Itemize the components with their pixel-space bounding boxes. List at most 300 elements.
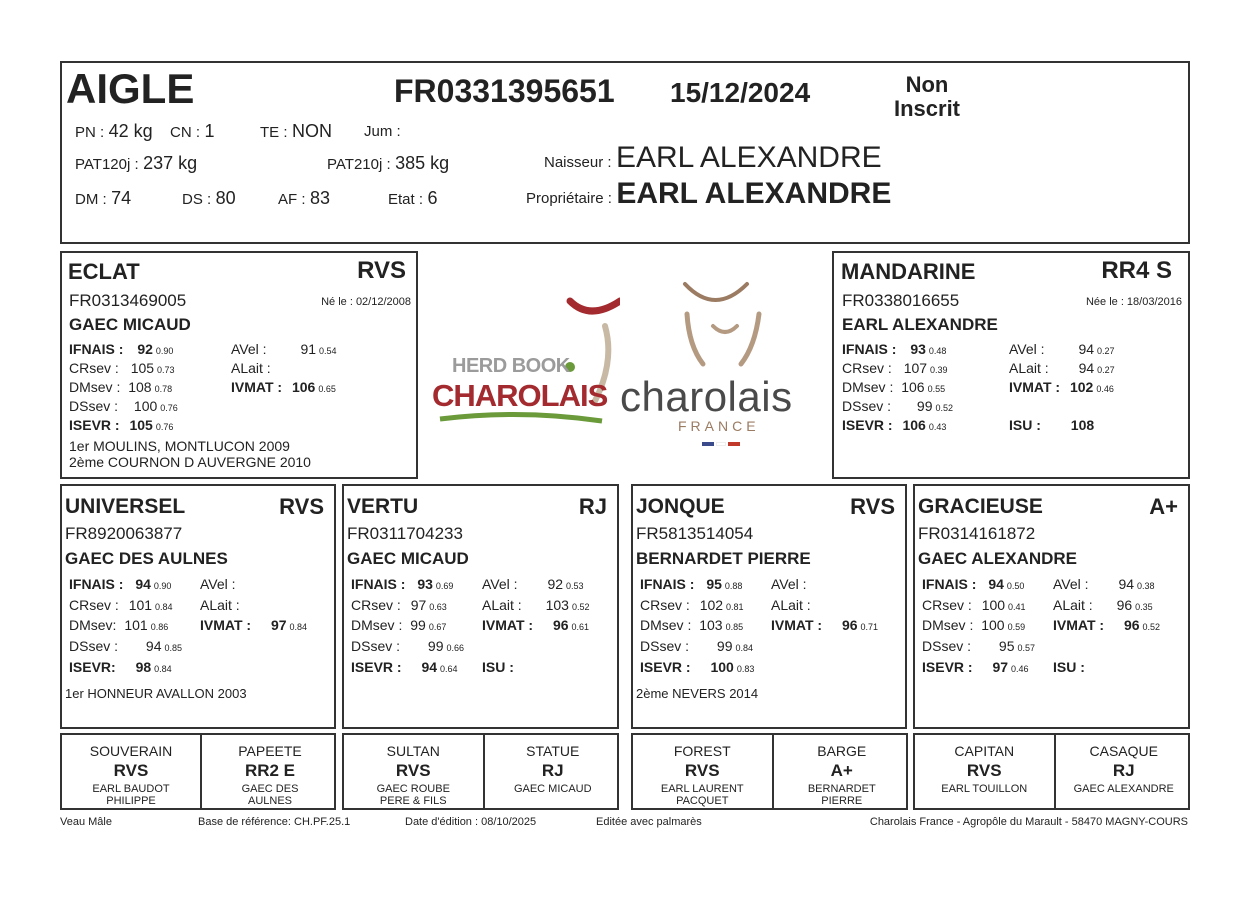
dmsev-value: 103: [699, 617, 723, 633]
dam-avel: [1009, 341, 1115, 357]
alait-value: 94: [1078, 360, 1095, 376]
isevr-label: ISEVR :: [69, 417, 120, 433]
crsev-label: CRsev :: [351, 597, 401, 613]
grandparent-palmares: 2ème NEVERS 2014: [636, 686, 759, 701]
indicator-avel: [771, 576, 807, 592]
great-grandparent-code: RJ: [1112, 761, 1135, 780]
sire-name: ECLAT: [68, 259, 140, 284]
indicator-crsev: [640, 597, 744, 613]
isevr-label: ISEVR :: [351, 659, 402, 675]
crsev-value: 100: [981, 597, 1006, 613]
ifnais-label: IFNAIS :: [640, 576, 695, 592]
dam-id: FR0338016655: [842, 291, 960, 310]
af-field: [278, 188, 330, 209]
sire-avel: [231, 341, 337, 357]
great-grandparent-code: RJ: [541, 761, 564, 780]
dam-name: MANDARINE: [841, 259, 976, 284]
dam-dssev: [842, 398, 953, 414]
great-grandparent-code: RVS: [966, 761, 1002, 780]
indicator-avel: [1053, 576, 1155, 592]
crsev-label: CRsev :: [640, 597, 690, 613]
dam-ifnais: [842, 341, 946, 357]
great-grandparent-owner: GAEC ALEXANDRE: [1073, 783, 1174, 795]
indicator-isu: [482, 659, 514, 675]
ifnais-label: IFNAIS :: [922, 576, 977, 592]
grandparent-card: [913, 484, 1190, 729]
isevr-value: 94: [421, 659, 438, 675]
crsev-label: CRsev :: [69, 360, 119, 376]
isevr-value: 100: [710, 659, 734, 675]
dssev-value: 99: [916, 398, 933, 414]
grandparent-id: FR5813514054: [636, 524, 754, 543]
isevr-cd: 0.83: [736, 664, 755, 674]
sire-owner: GAEC MICAUD: [69, 315, 191, 334]
crsev-cd: 0.81: [726, 602, 744, 612]
dmsev-value: 100: [981, 617, 1005, 633]
ivmat-cd: 0.65: [318, 384, 336, 394]
avel-value: 94: [1118, 576, 1135, 592]
avel-cd: 0.27: [1097, 346, 1115, 356]
crsev-label: CRsev :: [842, 360, 892, 376]
indicator-isevr: [69, 659, 172, 675]
ifnais-value: 95: [706, 576, 722, 592]
dmsev-value: 99: [410, 617, 426, 633]
naisseur-label: Naisseur :: [544, 154, 612, 171]
ivmat-cd: 0.61: [571, 622, 590, 632]
sire-crsev: [69, 360, 175, 376]
dmsev-label: DMsev :: [842, 379, 894, 395]
isevr-cd: 0.43: [928, 422, 947, 432]
indicator-dssev: [69, 638, 182, 654]
pat210-field: [327, 153, 449, 174]
isevr-cd: 0.46: [1011, 664, 1029, 674]
sire-card: [60, 251, 418, 479]
indicator-isevr: [640, 659, 754, 675]
great-grandparent-pair: [631, 733, 908, 810]
isevr-value: 105: [129, 417, 153, 433]
crsev-label: CRsev :: [69, 597, 119, 613]
dmsev-cd: 0.55: [927, 384, 946, 394]
dmsev-label: DMsev :: [351, 617, 403, 633]
isevr-value: 98: [135, 659, 152, 675]
dssev-cd: 0.52: [935, 403, 954, 413]
ivmat-value: 97: [270, 617, 287, 633]
status-line1: Non: [905, 72, 949, 97]
isevr-label: ISEVR :: [922, 659, 973, 675]
etat-field: [388, 188, 438, 209]
indicator-ifnais: [69, 576, 171, 592]
sire-ivmat: [231, 379, 336, 395]
dmsev-value: 108: [128, 379, 152, 395]
isevr-value: 97: [992, 659, 1009, 675]
alait-cd: 0.27: [1097, 365, 1115, 375]
great-grandparent-code: RVS: [113, 761, 149, 780]
flag-red: [728, 442, 740, 446]
status-badge: [877, 73, 977, 121]
indicator-isevr: [351, 659, 458, 675]
avel-label: AVel :: [771, 576, 807, 592]
great-grandparent-owner: EARL TOUILLON: [941, 783, 1028, 795]
footer-org: Charolais France - Agropôle du Marault - 58470 MAGNY-COURS: [869, 816, 1188, 828]
etat-label: Etat :: [388, 191, 424, 208]
cn-label: CN :: [170, 124, 200, 141]
ifnais-value: 92: [137, 341, 153, 357]
isevr-label: ISEVR:: [69, 659, 116, 675]
cn-field: [170, 121, 214, 142]
great-grandparent-name: FOREST: [673, 743, 731, 759]
dssev-value: 100: [133, 398, 158, 414]
dssev-label: DSsev :: [640, 638, 690, 654]
dm-value: 74: [111, 188, 132, 208]
grandparent-card: [342, 484, 619, 729]
alait-label: ALait :: [1009, 360, 1049, 376]
dssev-label: DSsev :: [69, 638, 119, 654]
ivmat-label: IVMAT :: [1009, 379, 1061, 395]
dam-isevr: [842, 417, 946, 433]
alait-label: ALait :: [771, 597, 811, 613]
indicator-dmsev: [640, 617, 743, 633]
alait-cd: 0.52: [571, 602, 590, 612]
af-value: 83: [309, 188, 330, 208]
great-grandparent-code: RR2 E: [244, 761, 296, 780]
ifnais-cd: 0.90: [153, 581, 172, 591]
crsev-cd: 0.63: [429, 602, 447, 612]
ivmat-label: IVMAT :: [482, 617, 534, 633]
alait-label: ALait :: [1053, 597, 1093, 613]
alait-label: ALait :: [482, 597, 522, 613]
great-grandparent-owner: GAEC MICAUD: [513, 783, 592, 795]
ifnais-value: 93: [910, 341, 926, 357]
great-grandparent-pair: [60, 733, 336, 810]
great-grandparent: [1054, 735, 1193, 808]
indicator-ivmat: [200, 617, 307, 633]
avel-value: 91: [300, 341, 317, 357]
ds-field: [182, 188, 236, 209]
te-value: NON: [291, 121, 332, 141]
sire-alait: [231, 360, 271, 376]
naisseur-value: EARL ALEXANDRE: [615, 141, 882, 174]
naisseur-field: [544, 141, 882, 175]
avel-label: AVel :: [231, 341, 267, 357]
proprietaire-field: [526, 177, 891, 211]
alait-label: ALait :: [200, 597, 240, 613]
dm-label: DM :: [75, 191, 107, 208]
indicator-dmsev: [351, 617, 446, 633]
grandparent-code: RVS: [279, 494, 324, 519]
dmsev-cd: 0.85: [725, 622, 744, 632]
ivmat-value: 96: [1123, 617, 1140, 633]
charolais-big-text: charolais: [620, 373, 793, 420]
dam-code: RR4 S: [1101, 257, 1172, 284]
status-line2: Inscrit: [893, 96, 961, 121]
dam-birth: Née le : 18/03/2016: [1085, 296, 1182, 308]
footer-base: Base de référence: CH.PF.25.1: [198, 816, 351, 828]
isu-value: 108: [1070, 417, 1095, 433]
ivmat-value: 96: [841, 617, 858, 633]
great-grandparent-owner: EARL BAUDOT PHILIPPE: [92, 783, 170, 807]
crsev-cd: 0.39: [930, 365, 948, 375]
animal-id: FR0331395651: [394, 73, 615, 109]
great-grandparent-name: CAPITAN: [954, 743, 1015, 759]
ifnais-label: IFNAIS :: [842, 341, 897, 357]
crsev-value: 102: [699, 597, 724, 613]
ivmat-value: 106: [291, 379, 316, 395]
indicator-ifnais: [351, 576, 453, 592]
grandparent-code: RJ: [578, 494, 607, 519]
isevr-value: 106: [902, 417, 926, 433]
grandparent-code: RVS: [850, 494, 895, 519]
ivmat-cd: 0.84: [289, 622, 308, 632]
indicator-isu: [1053, 659, 1085, 675]
ivmat-cd: 0.52: [1142, 622, 1161, 632]
dssev-value: 94: [145, 638, 162, 654]
grandparent-card: [631, 484, 907, 729]
grandparent-owner: GAEC DES AULNES: [65, 549, 228, 568]
ivmat-cd: 0.46: [1096, 384, 1114, 394]
crsev-cd: 0.84: [155, 602, 173, 612]
great-grandparent-name: PAPEETE: [238, 743, 302, 759]
crsev-cd: 0.41: [1008, 602, 1026, 612]
great-grandparent-pair: [913, 733, 1190, 810]
dssev-label: DSsev :: [69, 398, 119, 414]
ivmat-label: IVMAT :: [200, 617, 252, 633]
dmsev-label: DMsev :: [640, 617, 692, 633]
pat120-label: PAT120j :: [75, 156, 139, 173]
indicator-crsev: [351, 597, 447, 613]
great-grandparent-owner: GAEC DES AULNES: [241, 783, 299, 807]
indicator-dmsev: [922, 617, 1025, 633]
avel-label: AVel :: [482, 576, 518, 592]
sire-dssev: [69, 398, 178, 414]
great-grandparent-code: A+: [830, 761, 853, 780]
cn-value: 1: [204, 121, 215, 141]
ivmat-label: IVMAT :: [771, 617, 823, 633]
sire-palmares-1: 1er MOULINS, MONTLUCON 2009: [69, 438, 290, 454]
great-grandparent-owner: BERNARDET PIERRE: [807, 783, 876, 807]
grandparent-palmares: 1er HONNEUR AVALLON 2003: [65, 686, 247, 701]
indicator-alait: [200, 597, 240, 613]
great-grandparent-code: RVS: [395, 761, 431, 780]
dmsev-label: DMsev:: [69, 617, 117, 633]
ifnais-value: 93: [417, 576, 433, 592]
grandparent-owner: GAEC ALEXANDRE: [918, 549, 1077, 568]
animal-date: 15/12/2024: [670, 77, 811, 108]
avel-cd: 0.54: [319, 346, 337, 356]
ivmat-value: 102: [1069, 379, 1094, 395]
avel-cd: 0.53: [566, 581, 584, 591]
grandparent-owner: BERNARDET PIERRE: [636, 549, 811, 568]
dssev-label: DSsev :: [351, 638, 401, 654]
crsev-value: 107: [903, 360, 928, 376]
af-label: AF :: [278, 191, 306, 208]
ivmat-label: IVMAT :: [1053, 617, 1105, 633]
dam-ivmat: [1009, 379, 1114, 395]
indicator-dssev: [922, 638, 1035, 654]
etat-value: 6: [427, 188, 438, 208]
sire-birth: Né le : 02/12/2008: [321, 296, 411, 308]
dssev-value: 99: [716, 638, 733, 654]
crsev-value: 105: [130, 360, 155, 376]
footer-palmares: Editée avec palmarès: [596, 816, 702, 828]
dam-card: [832, 251, 1190, 479]
isevr-cd: 0.84: [154, 664, 172, 674]
alait-value: 103: [545, 597, 569, 613]
animal-name: AIGLE: [66, 65, 195, 112]
indicator-dssev: [351, 638, 464, 654]
crsev-value: 97: [410, 597, 427, 613]
great-grandparent: [483, 735, 622, 808]
indicator-alait: [771, 597, 811, 613]
grandparent-id: FR0314161872: [918, 524, 1036, 543]
sire-palmares-2: 2ème COURNON D AUVERGNE 2010: [69, 454, 311, 470]
herd-book-text: HERD BOOK: [452, 355, 570, 377]
avel-value: 92: [547, 576, 564, 592]
grandparent-name: VERTU: [347, 495, 419, 518]
charolais-france-logo-icon: [675, 276, 785, 371]
sire-id: FR0313469005: [69, 291, 187, 310]
ifnais-value: 94: [988, 576, 1004, 592]
indicator-alait: [482, 597, 589, 613]
avel-value: 94: [1078, 341, 1095, 357]
great-grandparent-owner: EARL LAURENT PACQUET: [660, 783, 744, 807]
dssev-cd: 0.85: [164, 643, 183, 653]
indicator-ivmat: [1053, 617, 1160, 633]
indicator-isevr: [922, 659, 1029, 675]
sire-dmsev: [69, 379, 172, 395]
sire-code: RVS: [357, 257, 406, 284]
ivmat-value: 96: [552, 617, 569, 633]
ifnais-cd: 0.88: [724, 581, 743, 591]
dssev-cd: 0.76: [160, 403, 178, 413]
proprietaire-label: Propriétaire :: [526, 190, 612, 207]
great-grandparent: [633, 735, 772, 808]
dmsev-cd: 0.59: [1007, 622, 1026, 632]
indicator-avel: [482, 576, 584, 592]
te-field: [260, 121, 332, 142]
great-grandparent-code: RVS: [684, 761, 720, 780]
avel-label: AVel :: [1009, 341, 1045, 357]
dmsev-label: DMsev :: [69, 379, 121, 395]
pn-field: [75, 121, 153, 142]
isevr-label: ISEVR :: [842, 417, 893, 433]
ifnais-cd: 0.90: [155, 346, 174, 356]
te-label: TE :: [260, 124, 288, 141]
dmsev-cd: 0.86: [150, 622, 169, 632]
indicator-crsev: [922, 597, 1026, 613]
great-grandparent: [200, 735, 338, 808]
animal-header: [60, 61, 1190, 244]
isevr-cd: 0.64: [440, 664, 458, 674]
great-grandparent: [772, 735, 911, 808]
indicator-dssev: [640, 638, 753, 654]
indicator-ifnais: [922, 576, 1024, 592]
indicator-ivmat: [771, 617, 878, 633]
dmsev-cd: 0.67: [428, 622, 447, 632]
great-grandparent-owner: GAEC ROUBE PERE & FILS: [376, 783, 450, 807]
footer-sex: Veau Mâle: [60, 816, 112, 828]
ivmat-cd: 0.71: [860, 622, 879, 632]
crsev-value: 101: [128, 597, 153, 613]
crsev-label: CRsev :: [922, 597, 972, 613]
ifnais-cd: 0.50: [1006, 581, 1025, 591]
avel-label: AVel :: [1053, 576, 1089, 592]
dssev-cd: 0.84: [735, 643, 754, 653]
ifnais-cd: 0.48: [928, 346, 947, 356]
dmsev-value: 101: [124, 617, 148, 633]
great-grandparent: [344, 735, 483, 808]
grandparent-card: [60, 484, 336, 729]
alait-label: ALait :: [231, 360, 271, 376]
ifnais-label: IFNAIS :: [69, 341, 124, 357]
avel-cd: 0.38: [1137, 581, 1155, 591]
dm-field: [75, 188, 131, 209]
alait-cd: 0.35: [1135, 602, 1153, 612]
ifnais-value: 94: [135, 576, 151, 592]
dam-dmsev: [842, 379, 945, 395]
sire-ifnais: [69, 341, 173, 357]
great-grandparent-name: CASAQUE: [1089, 743, 1158, 759]
pat210-label: PAT210j :: [327, 156, 391, 173]
dssev-value: 99: [427, 638, 444, 654]
ds-value: 80: [215, 188, 236, 208]
great-grandparent-name: SOUVERAIN: [89, 743, 173, 759]
avel-label: AVel :: [200, 576, 236, 592]
grandparent-code: A+: [1149, 494, 1178, 519]
jum-field: [364, 123, 401, 141]
indicator-dmsev: [69, 617, 168, 633]
sire-isevr: [69, 417, 173, 433]
indicator-ivmat: [482, 617, 589, 633]
great-grandparent-name: BARGE: [817, 743, 867, 759]
dam-isu: [1009, 417, 1094, 433]
indicator-avel: [200, 576, 236, 592]
grandparent-name: GRACIEUSE: [918, 495, 1043, 518]
dmsev-label: DMsev :: [922, 617, 974, 633]
flag-stripes: [702, 442, 742, 446]
isevr-label: ISEVR :: [640, 659, 691, 675]
grandparent-id: FR8920063877: [65, 524, 183, 543]
isevr-cd: 0.76: [155, 422, 174, 432]
isu-label: ISU :: [1009, 417, 1041, 433]
dmsev-cd: 0.78: [154, 384, 173, 394]
ds-label: DS :: [182, 191, 212, 208]
crsev-cd: 0.73: [157, 365, 175, 375]
pn-label: PN :: [75, 124, 105, 141]
dmsev-value: 106: [901, 379, 925, 395]
isu-label: ISU :: [482, 659, 514, 675]
pat120-field: [75, 153, 197, 174]
jum-label: Jum :: [364, 123, 401, 140]
grandparent-id: FR0311704233: [347, 524, 463, 543]
indicator-crsev: [69, 597, 173, 613]
isu-label: ISU :: [1053, 659, 1085, 675]
dssev-cd: 0.66: [446, 643, 465, 653]
pn-value: 42 kg: [108, 121, 153, 141]
great-grandparent-pair: [342, 733, 619, 810]
ivmat-label: IVMAT :: [231, 379, 283, 395]
great-grandparent: [62, 735, 200, 808]
indicator-ifnais: [640, 576, 742, 592]
flag-blue: [702, 442, 714, 446]
flag-white: [716, 442, 726, 446]
pat120-value: 237 kg: [143, 153, 198, 173]
grandparent-name: UNIVERSEL: [65, 495, 186, 518]
proprietaire-value: EARL ALEXANDRE: [616, 177, 892, 210]
dssev-value: 95: [998, 638, 1015, 654]
dam-alait: [1009, 360, 1115, 376]
great-grandparent-name: STATUE: [526, 743, 580, 759]
footer-edition: Date d'édition : 08/10/2025: [405, 816, 537, 828]
